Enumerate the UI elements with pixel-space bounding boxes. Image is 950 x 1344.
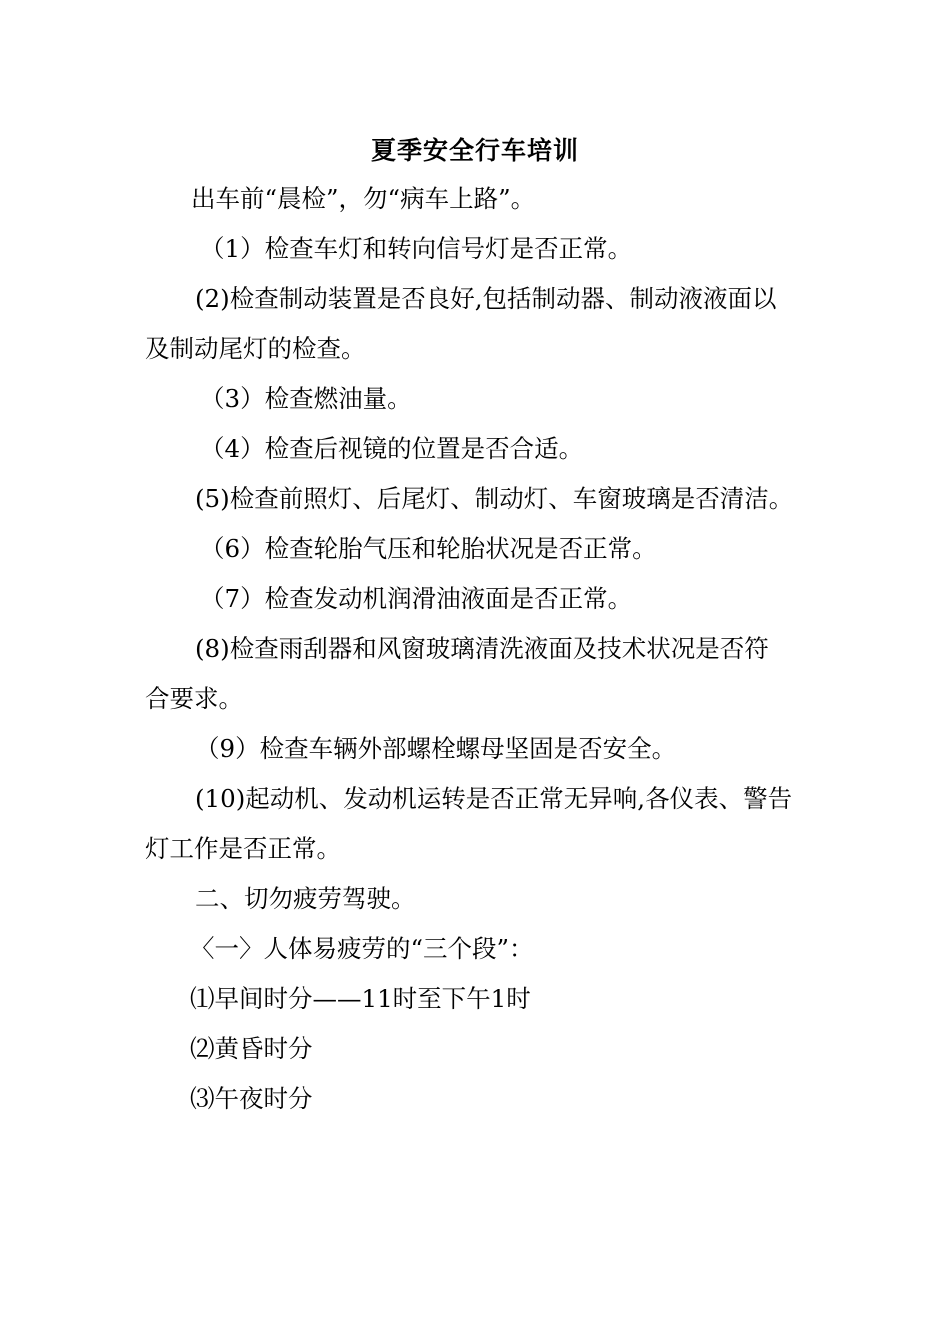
check-item-8-continued: 合要求。 — [145, 684, 243, 713]
check-item-1: （1）检查车灯和转向信号灯是否正常。 — [200, 234, 633, 263]
check-item-9: （9）检查车辆外部螺栓螺母坚固是否安全。 — [195, 734, 677, 763]
subsection-heading-periods: 〈一〉人体易疲劳的“三个段”： — [190, 934, 534, 963]
period-item-2: ⑵黄昏时分 — [190, 1034, 313, 1063]
check-item-4: （4）检查后视镜的位置是否合适。 — [200, 434, 584, 463]
check-item-10: (10)起动机、发动机运转是否正常无异响,各仪表、警告 — [195, 784, 793, 813]
check-item-8: (8)检查雨刮器和风窗玻璃清洗液面及技术状况是否符 — [195, 634, 769, 663]
check-item-2-continued: 及制动尾灯的检查。 — [145, 334, 366, 363]
check-item-7: （7）检查发动机润滑油液面是否正常。 — [200, 584, 633, 613]
check-item-3: （3）检查燃油量。 — [200, 384, 412, 413]
document-title: 夏季安全行车培训 — [370, 136, 579, 165]
period-item-3: ⑶午夜时分 — [190, 1084, 313, 1113]
period-item-1: ⑴早间时分——11时至下午1时 — [190, 984, 531, 1013]
check-item-2: (2)检查制动装置是否良好,包括制动器、制动液液面以 — [195, 284, 777, 313]
check-item-5: (5)检查前照灯、后尾灯、制动灯、车窗玻璃是否清洁。 — [195, 484, 794, 513]
section-heading-fatigue: 二、切勿疲劳驾驶。 — [195, 884, 416, 913]
paragraph-intro: 出车前“晨检”，勿“病车上路”。 — [191, 184, 536, 213]
check-item-6: （6）检查轮胎气压和轮胎状况是否正常。 — [200, 534, 657, 563]
check-item-10-continued: 灯工作是否正常。 — [145, 834, 341, 863]
